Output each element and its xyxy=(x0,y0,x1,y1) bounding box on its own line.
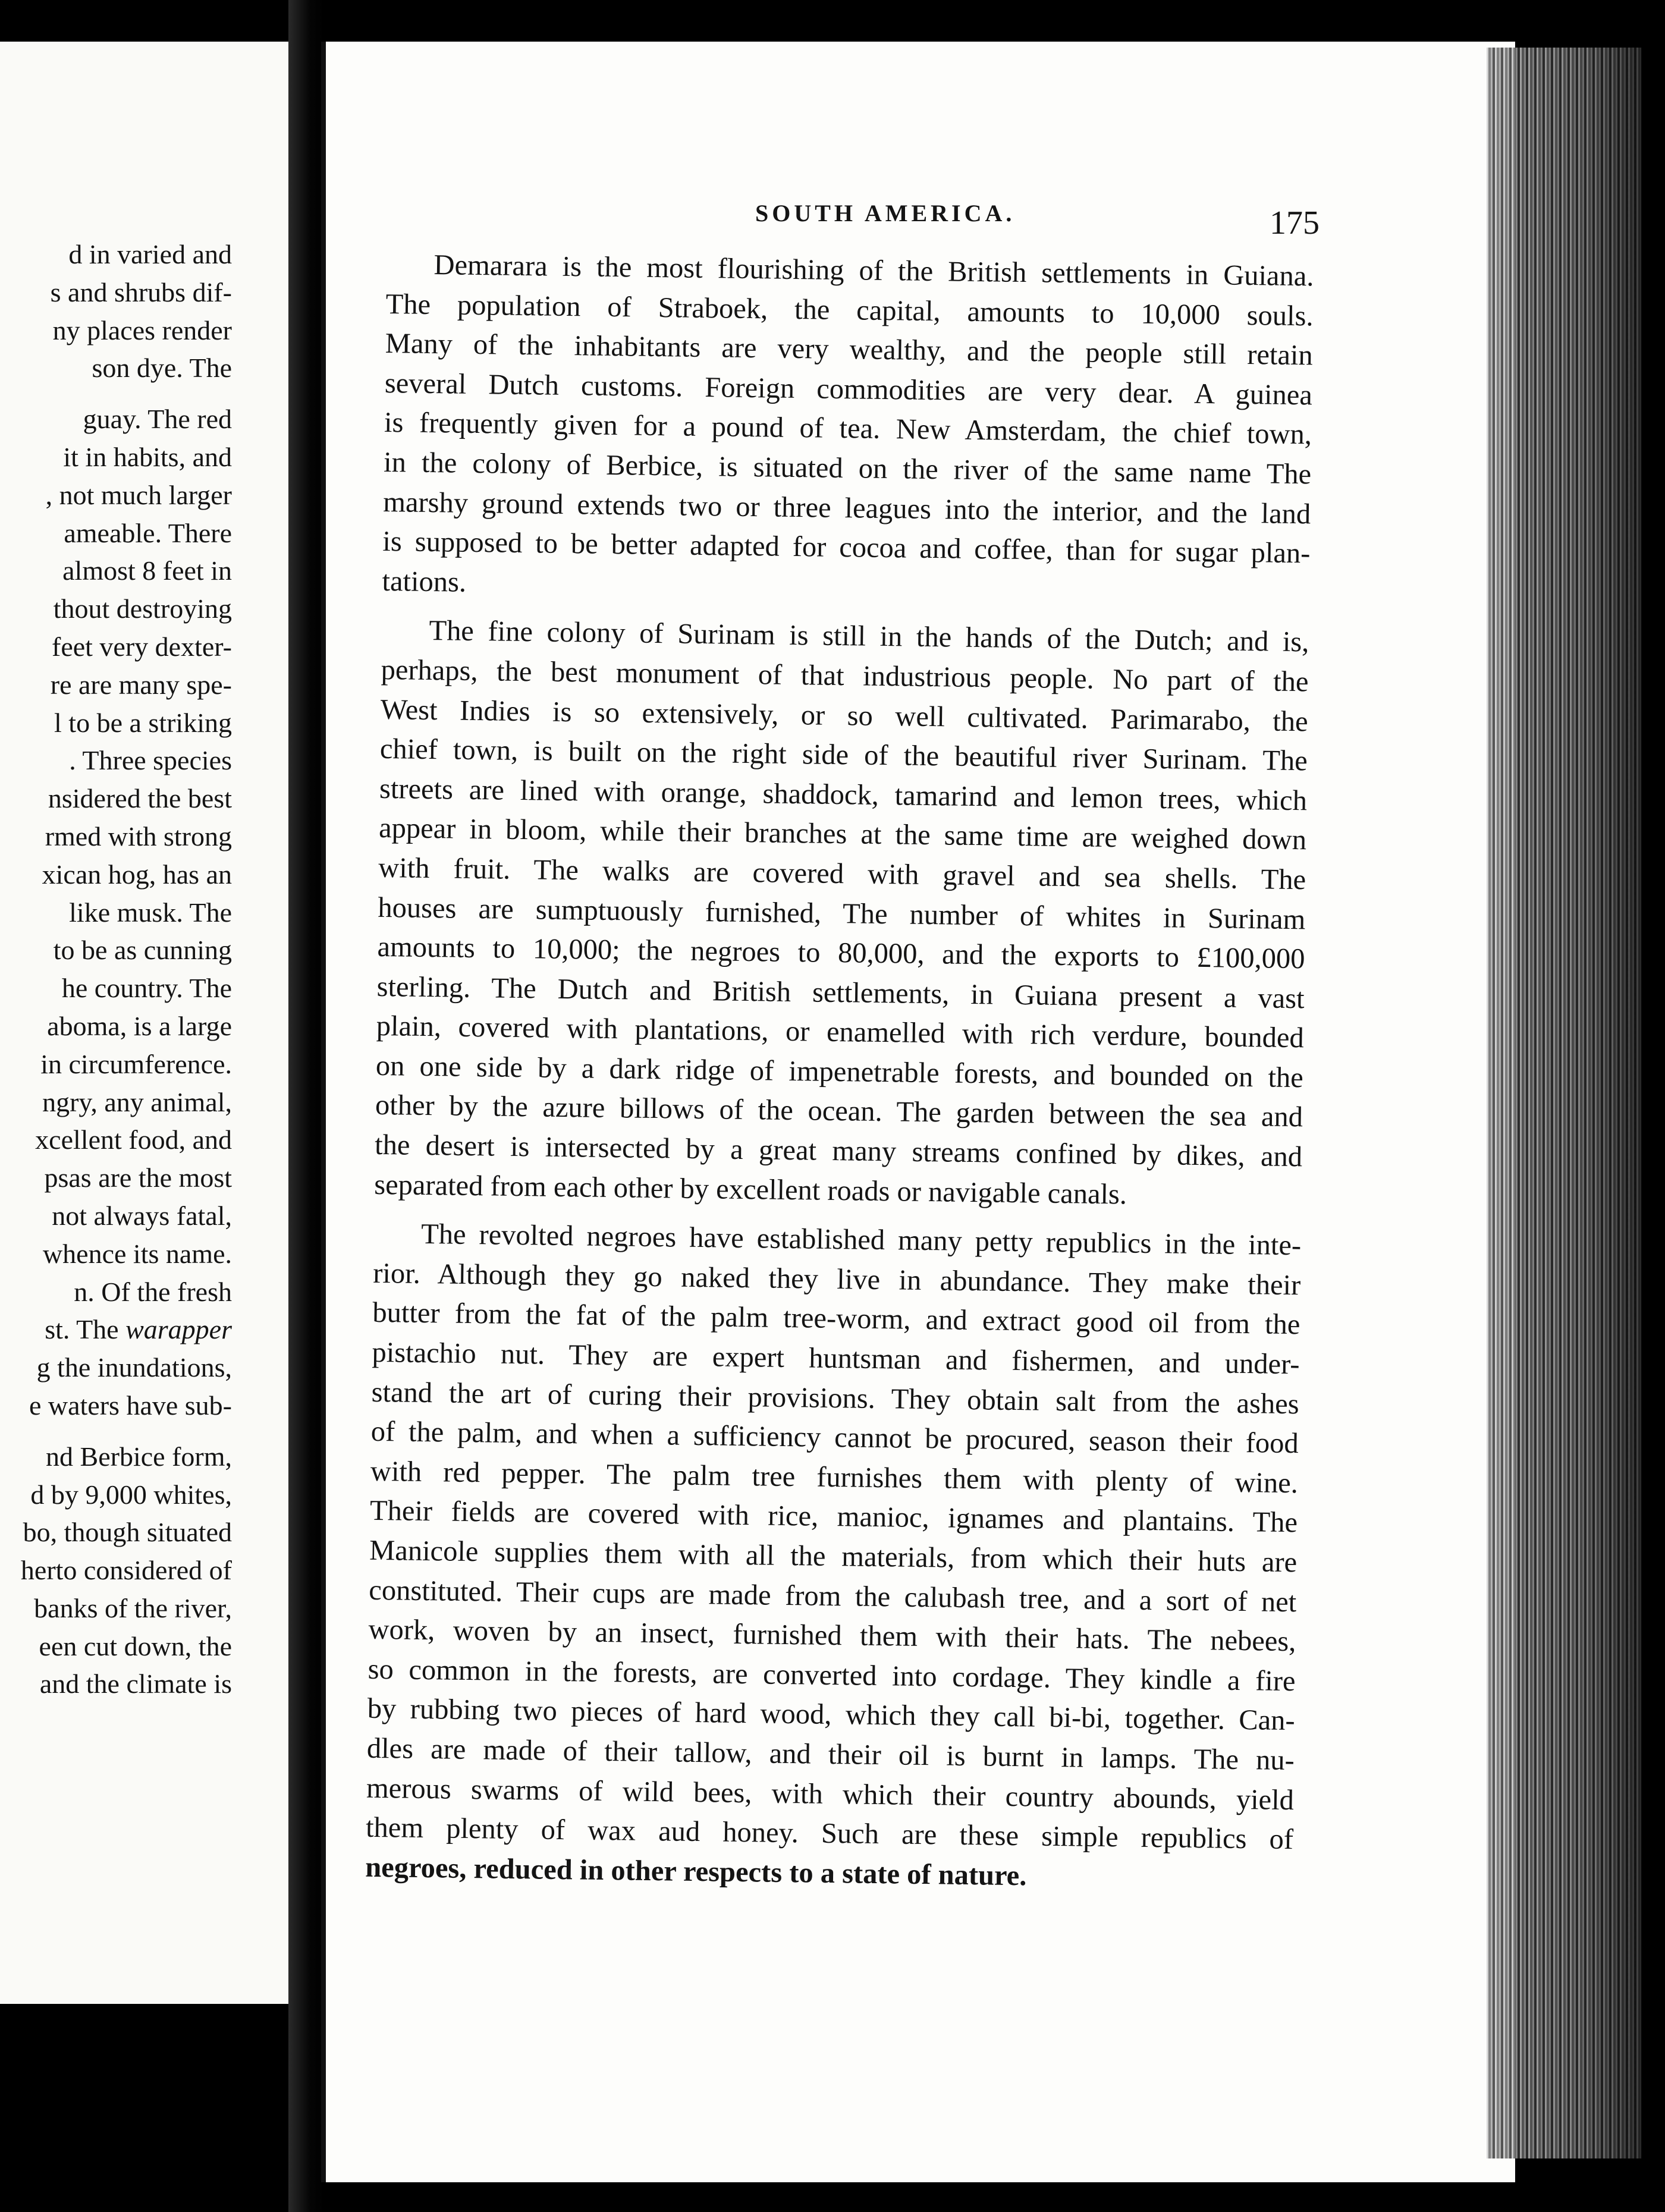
previous-page-line: he country. The xyxy=(61,973,232,1004)
text-line: stand the art of curing their provisions. They obtain salt from the ashes xyxy=(371,1376,1299,1420)
previous-page-line: g the inundations, xyxy=(36,1352,232,1383)
text-line: amounts to 10,000; the negroes to 80,000, and the exports to £100,000 xyxy=(377,931,1305,975)
paragraph xyxy=(382,245,1314,614)
previous-page-line: ngry, any animal, xyxy=(42,1086,232,1117)
previous-page-line: banks of the river, xyxy=(34,1592,232,1623)
previous-page-text xyxy=(0,235,232,1703)
previous-page-line: aboma, is a large xyxy=(47,1010,232,1041)
running-head: SOUTH AMERICA. xyxy=(755,200,1016,227)
previous-page-line xyxy=(0,387,232,400)
previous-page-line: d by 9,000 whites, xyxy=(30,1479,232,1510)
previous-page-line: like musk. The xyxy=(69,897,232,928)
previous-page-line: it in habits, and xyxy=(63,441,232,472)
previous-page-line: st. The warapper xyxy=(45,1314,232,1345)
text-line: merous swarms of wild bees, with which their country abounds, yield xyxy=(366,1772,1295,1816)
text-line: pistachio nut. They are expert huntsman and fishermen, and under- xyxy=(372,1336,1300,1381)
text-line: so common in the forests, are converted into cordage. They kindle a fire xyxy=(367,1653,1296,1697)
text-line: is supposed to be better adapted for cocoa and coffee, than for sugar plan- xyxy=(382,526,1311,570)
previous-page-line: d in varied and xyxy=(68,239,232,269)
paragraph xyxy=(365,1214,1302,1899)
paragraph xyxy=(374,611,1309,1217)
previous-page-line: e waters have sub- xyxy=(29,1390,232,1421)
previous-page-line: guay. The red xyxy=(83,404,232,435)
previous-page-line: feet very dexter- xyxy=(52,631,232,662)
previous-page-line: ameable. There xyxy=(64,517,232,548)
previous-page-line: nsidered the best xyxy=(48,783,232,814)
page-edges-shadow xyxy=(1487,48,1641,2158)
text-line: negroes, reduced in other respects to a state of nature. xyxy=(365,1851,1027,1892)
previous-page-line: nd Berbice form, xyxy=(46,1441,232,1472)
text-line: Many of the inhabitants are very wealthy, and the people still retain xyxy=(385,328,1314,372)
text-line: in the colony of Berbice, is situated on the river of the same name The xyxy=(383,446,1312,491)
previous-page-line: bo, though situated xyxy=(23,1517,232,1548)
text-line: dles are made of their tallow, and their oil is burnt in lamps. The nu- xyxy=(366,1732,1295,1777)
previous-page-line: thout destroying xyxy=(53,593,232,624)
previous-page-fragment xyxy=(0,42,288,2004)
previous-page-line: xican hog, has an xyxy=(42,859,232,890)
page-number: 175 xyxy=(1270,205,1320,241)
previous-page-line: not always fatal, xyxy=(52,1200,232,1231)
previous-page-line: s and shrubs dif- xyxy=(50,276,232,307)
previous-page-line: herto considered of xyxy=(20,1555,232,1586)
text-line: several Dutch customs. Foreign commodities are very dear. A guinea xyxy=(384,367,1313,411)
previous-page-line: almost 8 feet in xyxy=(62,555,232,586)
previous-page-line: whence its name. xyxy=(42,1238,232,1269)
text-line: them plenty of wax aud honey. Such are these simple republics of xyxy=(365,1811,1294,1856)
text-line: other by the azure billows of the ocean. The garden between the sea and xyxy=(375,1089,1303,1133)
text-line: work, woven by an insect, furnished them with their hats. The nebees, xyxy=(368,1613,1296,1658)
text-line: marshy ground extends two or three leagues into the interior, and the land xyxy=(382,486,1311,530)
previous-page-line: , not much larger xyxy=(45,479,232,510)
text-line: with fruit. The walks are covered with gravel and sea shells. The xyxy=(378,852,1306,896)
previous-page-line: to be as cunning xyxy=(53,935,232,966)
text-line: separated from each other by excellent roads or navigable canals. xyxy=(373,1168,1127,1211)
text-line: Demarara is the most flourishing of the British settlements in Guiana. xyxy=(433,249,1314,293)
text-line: with red pepper. The palm tree furnishes them with plenty of wine. xyxy=(370,1455,1299,1500)
text-line: by rubbing two pieces of hard wood, which they call bi-bi, together. Can- xyxy=(367,1693,1295,1737)
body-text xyxy=(365,245,1314,1900)
previous-page-line: in circumference. xyxy=(40,1048,232,1079)
previous-page-line: rmed with strong xyxy=(45,821,232,852)
text-line: butter from the fat of the palm tree-worm, and extract good oil from the xyxy=(372,1297,1300,1341)
previous-page-line: psas are the most xyxy=(44,1162,232,1193)
previous-page-line: een cut down, the xyxy=(39,1630,232,1661)
previous-page-line: l to be a striking xyxy=(54,707,232,738)
text-line: tations. xyxy=(382,565,467,598)
previous-page-line: xcellent food, and xyxy=(35,1124,232,1155)
text-line: streets are lined with orange, shaddock, tamarind and lemon trees, which xyxy=(379,772,1308,817)
text-line: is frequently given for a pound of tea. New Amsterdam, the chief town, xyxy=(384,407,1312,451)
previous-page-line: son dye. The xyxy=(92,353,232,384)
text-line: on one side by a dark ridge of impenetrable forests, and bounded on the xyxy=(375,1050,1304,1094)
previous-page-line: . Three species xyxy=(69,745,232,776)
text-line: constituted. Their cups are made from the calubash tree, and a sort of net xyxy=(369,1574,1297,1618)
text-line: The population of Straboek, the capital, amounts to 10,000 souls. xyxy=(385,288,1314,332)
text-line: rior. Although they go naked they live in abundance. They make their xyxy=(373,1257,1301,1302)
book-gutter xyxy=(288,0,324,2212)
text-line: sterling. The Dutch and British settlements, in Guiana present a vast xyxy=(376,970,1305,1014)
text-line: The revolted negroes have established many petty republics in the inte- xyxy=(420,1218,1302,1262)
text-line: chief town, is built on the right side of the beautiful river Surinam. The xyxy=(379,733,1308,777)
previous-page-line: and the climate is xyxy=(39,1669,232,1699)
text-line: The fine colony of Surinam is still in the hands of the Dutch; and is, xyxy=(429,615,1309,658)
previous-page-line: re are many spe- xyxy=(50,669,232,700)
text-line: perhaps, the best monument of that industrious people. No part of the xyxy=(381,653,1309,698)
text-line: Their fields are covered with rice, manioc, ignames and plantains. The xyxy=(369,1495,1298,1539)
text-line: the desert is intersected by a great many streams confined by dikes, and xyxy=(374,1129,1303,1173)
text-line: Manicole supplies them with all the materials, from which their huts are xyxy=(369,1534,1298,1579)
text-line: houses are sumptuously furnished, The number of whites in Surinam xyxy=(378,891,1306,935)
previous-page-line: n. Of the fresh xyxy=(74,1276,232,1307)
text-line: West Indies is so extensively, or so well cultivated. Parimarabo, the xyxy=(380,693,1308,737)
text-line: plain, covered with plantations, or enamelled with rich verdure, bounded xyxy=(376,1010,1305,1054)
text-line: appear in bloom, while their branches at the same time are weighed down xyxy=(378,812,1307,856)
previous-page-line xyxy=(0,1425,232,1438)
text-line: of the palm, and when a sufficiency cannot be procured, season their food xyxy=(370,1416,1299,1460)
previous-page-line: ny places render xyxy=(52,315,232,345)
